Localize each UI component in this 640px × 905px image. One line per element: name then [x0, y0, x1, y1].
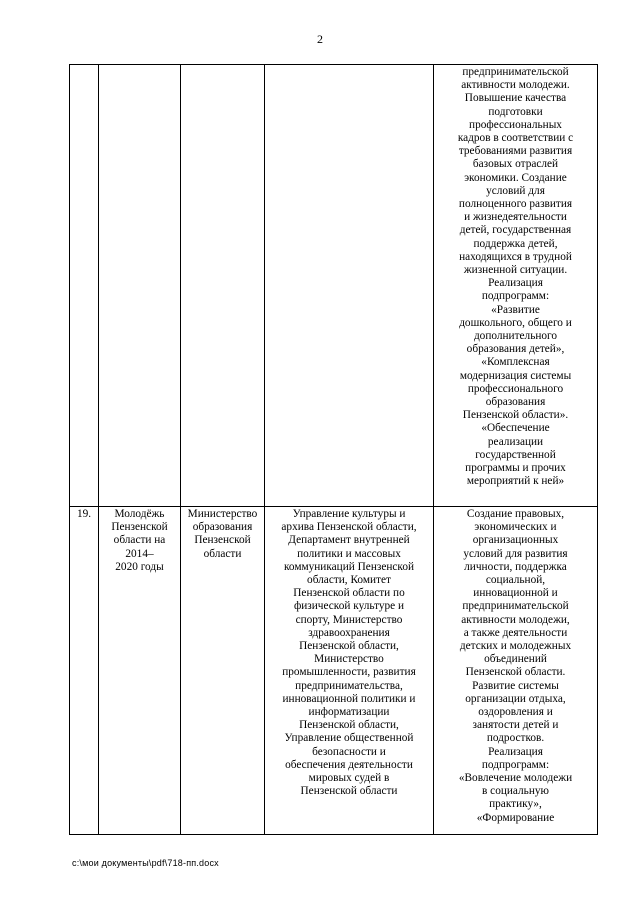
cell-text-line: предпринимательской	[462, 600, 569, 613]
cell-text-line: поддержка детей,	[473, 237, 558, 250]
cell-text-line: инновационной и	[473, 587, 558, 600]
cell-text-line: детских и молодежных	[459, 640, 572, 653]
cell-text-line: практику»,	[489, 798, 542, 811]
cell-text-line: объединений	[484, 653, 547, 666]
cell-goals	[434, 507, 598, 835]
cell-text-line: социальной,	[485, 574, 546, 587]
cell-text-line: 2014–	[125, 547, 154, 560]
cell-text-line: Пензенской области	[300, 785, 398, 798]
cell-text-line: занятости детей и	[472, 719, 559, 732]
table-row-continuation	[70, 65, 598, 507]
cell-text-line: активности молодежи,	[461, 613, 570, 626]
cell-text-line: 2020 годы	[115, 560, 164, 573]
file-path-footer: c:\мои документы\pdf\718-пп.docx	[72, 858, 219, 868]
page-number: 2	[317, 32, 323, 46]
cell-coexecutors	[265, 507, 434, 835]
programs-table	[69, 64, 598, 835]
cell-responsible	[181, 65, 265, 507]
cell-text-line: коммуникаций Пензенской	[283, 560, 415, 573]
cell-text-line: инновационной политики и	[282, 692, 416, 705]
cell-text-line: подготовки	[488, 105, 543, 118]
cell-text-line: промышленности, развития	[282, 666, 416, 679]
cell-text-line: и жизнедеятельности	[464, 211, 567, 224]
cell-text-line: детей, государственная	[459, 224, 572, 237]
cell-text-line: программы и прочих	[465, 462, 566, 475]
cell-text-line: организации отдыха,	[465, 692, 566, 705]
cell-text-line: мероприятий к ней»	[466, 475, 565, 488]
cell-text-line: «Формирование	[476, 811, 555, 824]
cell-text-line: Пензенской	[111, 521, 168, 534]
cell-text-line: обеспечения деятельности	[285, 758, 413, 771]
cell-text-line: образования детей»,	[466, 343, 565, 356]
cell-text-line: экономических и	[474, 521, 557, 534]
cell-text-line: мировых судей в	[308, 772, 390, 785]
cell-text-line: области на	[113, 534, 166, 547]
cell-text-line: оздоровления и	[478, 706, 553, 719]
table-row-19	[70, 507, 598, 835]
cell-text-line: «Обеспечение	[481, 422, 550, 435]
cell-text-line: условий для	[486, 184, 545, 197]
cell-text-line: «Вовлечение молодежи	[458, 772, 573, 785]
cell-text-line: Пензенской области,	[299, 640, 399, 653]
cell-text-line: области, Комитет	[307, 574, 391, 587]
cell-text-line: политики и массовых	[297, 547, 401, 560]
cell-coexecutors	[265, 65, 434, 507]
cell-text-line: в социальную	[482, 785, 549, 798]
cell-text-line: «Комплексная	[481, 356, 550, 369]
cell-text-line: активности молодежи.	[461, 79, 570, 92]
cell-text-line: образования	[485, 396, 546, 409]
cell-text-line: Департамент внутренней	[288, 534, 410, 547]
cell-responsible	[181, 507, 265, 835]
cell-text-line: а также деятельности	[463, 626, 568, 639]
cell-text-line: Пензенской области.	[465, 666, 566, 679]
cell-program-name	[99, 65, 181, 507]
cell-text-line: находящихся в трудной	[459, 250, 572, 263]
cell-text-line: Развитие системы	[472, 679, 559, 692]
cell-text-line: модернизация системы	[459, 369, 572, 382]
cell-text-line: требованиями развития	[458, 145, 573, 158]
cell-text-line: подпрограмм:	[481, 758, 550, 771]
cell-text-line: области	[203, 547, 242, 560]
cell-text-line: условий для развития	[463, 547, 568, 560]
cell-text-line: жизненной ситуации.	[463, 264, 568, 277]
cell-text-line: базовых отраслей	[472, 158, 559, 171]
cell-text-line: Пензенской области,	[299, 719, 399, 732]
cell-text-line: профессионального	[467, 382, 564, 395]
cell-number: 19.	[70, 507, 99, 835]
cell-text-line: Министерство	[314, 653, 384, 666]
cell-text-line: «Развитие	[491, 303, 540, 316]
cell-text-line: государственной	[475, 448, 556, 461]
cell-text-line: Пензенской	[194, 534, 251, 547]
cell-text-line: экономики. Создание	[464, 171, 567, 184]
cell-text-line: Пензенской области».	[462, 409, 569, 422]
cell-goals	[434, 65, 598, 507]
cell-text-line: предпринимательства,	[295, 679, 403, 692]
cell-text-line: архива Пензенской области,	[281, 521, 417, 534]
cell-text-line: реализации	[487, 435, 544, 448]
cell-text-line: физической культуре и	[293, 600, 405, 613]
cell-text-line: Повышение качества	[464, 92, 567, 105]
cell-text-line: Реализация	[488, 745, 543, 758]
cell-text-line: Пензенской области по	[293, 587, 405, 600]
cell-text-line: дополнительного	[473, 330, 558, 343]
cell-text-line: Управление культуры и	[292, 508, 406, 520]
cell-text-line: спорту, Министерство	[295, 613, 403, 626]
cell-text-line: дошкольного, общего и	[459, 316, 572, 329]
cell-text-line: организационных	[472, 534, 559, 547]
cell-number	[70, 65, 99, 507]
cell-text-line: Реализация	[488, 277, 543, 290]
cell-text-line: образования	[192, 521, 253, 534]
cell-text-line: полноценного развития	[458, 198, 573, 211]
cell-text-line: информатизации	[308, 706, 390, 719]
cell-text-line: предпринимательской	[462, 66, 569, 78]
cell-text-line: Создание правовых,	[466, 508, 565, 520]
cell-text-line: Управление общественной	[284, 732, 414, 745]
cell-text-line: кадров в соответствии с	[457, 132, 574, 145]
cell-program-name	[99, 507, 181, 835]
cell-text-line: подростков.	[486, 732, 545, 745]
cell-text-line: личности, поддержка	[464, 560, 567, 573]
cell-text-line: подпрограмм:	[481, 290, 550, 303]
cell-text-line: Молодёжь	[114, 508, 165, 520]
cell-text-line: профессиональных	[469, 118, 562, 131]
cell-text-line: здравоохранения	[308, 626, 390, 639]
cell-text-line: Министерство	[187, 508, 258, 520]
cell-text-line: безопасности и	[312, 745, 386, 758]
